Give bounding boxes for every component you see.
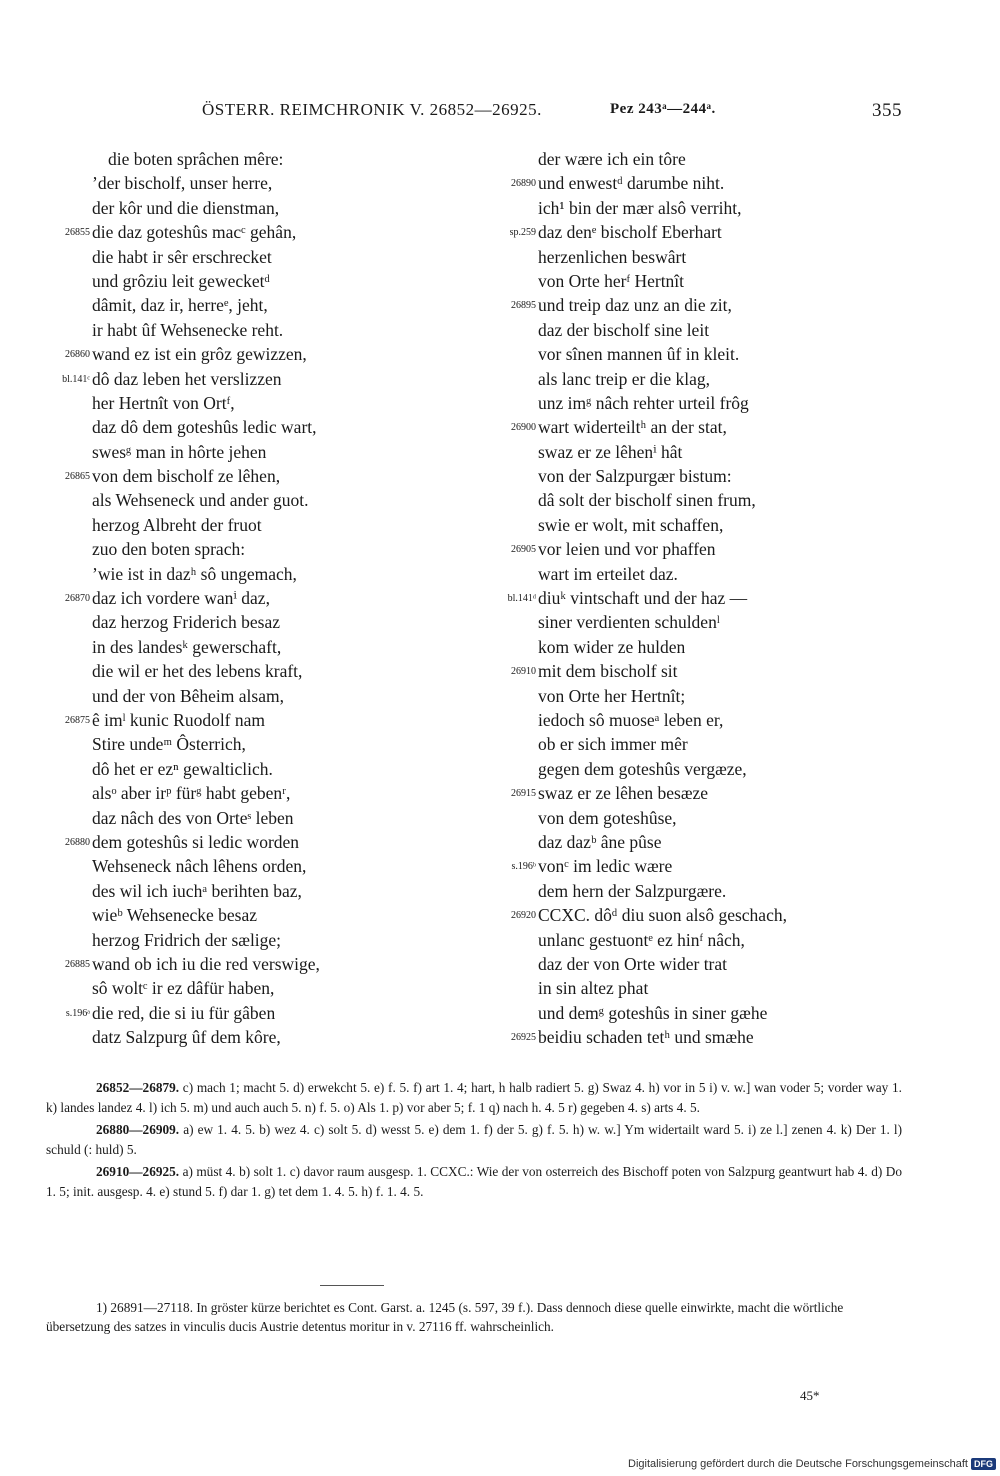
verse-text: daz dazᵇ âne pûse (538, 831, 662, 852)
verse-line (484, 952, 884, 976)
verse-line (484, 1001, 884, 1025)
verse-line (38, 269, 438, 293)
verse-number: 26870 (65, 593, 90, 605)
verse-text: und demᵍ goteshûs in siner gæhe (538, 1002, 768, 1023)
verse-line (484, 781, 884, 805)
verse-line (484, 269, 884, 293)
verse-line (38, 147, 438, 171)
verse-line (484, 635, 884, 659)
verse-text: ich¹ bin der mær alsô verriht, (538, 197, 742, 218)
verse-number: bl.141ᶜ (62, 373, 90, 385)
verse-text: und der von Bêheim alsam, (92, 685, 284, 706)
verse-text: von Orte herᶠ Hertnît (538, 270, 685, 291)
verse-line (484, 610, 884, 634)
verse-text: wand ez ist ein grôz gewizzen, (92, 344, 307, 365)
verse-number: 26895 (511, 300, 536, 312)
verse-line (484, 464, 884, 488)
verse-line (38, 610, 438, 634)
verse-line (38, 879, 438, 903)
verse-text: und grôziu leit gewecketᵈ (92, 270, 270, 291)
verse-line (38, 440, 438, 464)
verse-line (38, 513, 438, 537)
verse-line (38, 659, 438, 683)
verse-text: und enwestᵈ darumbe niht. (538, 173, 725, 194)
verse-line (38, 684, 438, 708)
verse-line (38, 976, 438, 1000)
verse-text: daz der bischolf sine leit (538, 319, 710, 340)
verse-text: als Wehseneck und ander guot. (92, 490, 309, 511)
pez-reference: Pez 243ᵃ—244ᵃ. (610, 101, 716, 117)
verse-text: ob er sich immer mêr (538, 734, 688, 755)
verse-line (38, 635, 438, 659)
running-header (0, 100, 1000, 130)
verse-number: 26915 (511, 788, 536, 800)
verse-line (38, 293, 438, 317)
verse-number: s.196ᵃ (65, 1007, 90, 1019)
verse-text: wand ob ich iu die red verswige, (92, 953, 320, 974)
verse-text: swesᵍ man in hôrte jehen (92, 441, 267, 462)
verse-line (38, 488, 438, 512)
apparatus-entry: 26910—26925. a) müst 4. b) solt 1. c) davor raum ausgesp. 1. CCXC.: Wie der von osterreich des Bischoff poten von Salzpurg geantwurt hab 4. d) Do 1. 5; init. ausgesp. 4. e) stund 5. f) dar 1. g) tet dem 1. 4. 5. h) f. 1. 4. 5. (46, 1164, 902, 1199)
verse-text: der wære ich ein tôre (538, 149, 686, 169)
verse-line (484, 342, 884, 366)
verse-text: die daz goteshûs macᶜ gehân, (92, 222, 297, 243)
verse-number: bl.141ᵈ (507, 593, 536, 605)
verse-number: sp.259 (509, 227, 536, 239)
verse-text: beidiu schaden tetʰ und smæhe (538, 1027, 754, 1048)
verse-line (484, 367, 884, 391)
verse-number: 26925 (511, 1032, 536, 1044)
verse-line (484, 806, 884, 830)
verse-text: herzog Albreht der fruot (92, 514, 262, 535)
verse-text: ʼder bischolf, unser herre, (92, 173, 273, 194)
critical-apparatus (46, 1078, 902, 1204)
verse-text: dem hern der Salzpurgære. (538, 880, 727, 901)
verse-line (484, 976, 884, 1000)
verse-text: unz imᵍ nâch rehter urteil frôg (538, 392, 749, 413)
verse-text: iedoch sô muoseᵃ leben er, (538, 709, 724, 730)
verse-line (38, 562, 438, 586)
verse-line (484, 562, 884, 586)
verse-line (38, 342, 438, 366)
verse-line (38, 854, 438, 878)
sheet-signature: 45* (800, 1388, 820, 1403)
verse-line (38, 318, 438, 342)
funding-notice (628, 1458, 996, 1470)
verse-line (484, 732, 884, 756)
verse-line (484, 513, 884, 537)
page-number: 355 (872, 100, 902, 121)
funding-text: Digitalisierung gefördert durch die Deutsche Forschungsgemeinschaft (628, 1458, 968, 1470)
verse-line (484, 318, 884, 342)
verse-text: her Hertnît von Ortᶠ, (92, 392, 235, 413)
verse-text: ê imˡ kunic Ruodolf nam (92, 709, 266, 730)
verse-number: 26920 (511, 910, 536, 922)
running-title: ÖSTERR. REIMCHRONIK V. 26852—26925. (202, 100, 542, 119)
verse-text: herzenlichen beswârt (538, 246, 687, 267)
verse-text: vor leien und vor phaffen (538, 539, 716, 560)
verse-text: wart widerteiltʰ an der stat, (538, 417, 727, 438)
verse-text: dâ solt der bischolf sinen frum, (538, 490, 756, 511)
verse-line (484, 293, 884, 317)
verse-text: wart im erteilet daz. (538, 563, 678, 584)
verse-line (38, 1001, 438, 1025)
verse-line (38, 806, 438, 830)
verse-line (38, 781, 438, 805)
verse-text: die boten sprâchen mêre: (108, 149, 284, 169)
verse-text: diuᵏ vintschaft und der haz — (538, 588, 748, 609)
footnote: 1) 26891—27118. In gröster kürze berichtet es Cont. Garst. a. 1245 (s. 597, 39 f.). Dass dennoch diese quelle einwirkte, macht die wörtliche übersetzung des satzes in vinculis ducis Austrie detentus moritur in v. 27116 ff. wahrscheinlich. (46, 1300, 844, 1334)
verse-text: dem goteshûs si ledic worden (92, 831, 300, 852)
verse-line (484, 879, 884, 903)
verse-line (484, 415, 884, 439)
verse-number: 26890 (511, 178, 536, 190)
verse-text: dô het er ezⁿ gewalticlich. (92, 758, 273, 779)
verse-text: in des landesᵏ gewerschaft, (92, 636, 282, 657)
verse-line (484, 1025, 884, 1049)
verse-line (38, 903, 438, 927)
apparatus-entry: 26880—26909. a) ew 1. 4. 5. b) wez 4. c) solt 5. d) wesst 5. e) dem 1. f) der 5. g) f. 5. h) w. w.] Ym widertailt ward 5. i) ze l.] zenen 4. k) Der 1. l) schuld (: huld) 5. (46, 1122, 903, 1157)
verse-text: gegen dem goteshûs vergæze, (538, 758, 747, 779)
verse-line (484, 391, 884, 415)
verse-line (38, 1025, 438, 1049)
verse-text: unlanc gestuontᵉ ez hinᶠ nâch, (538, 929, 745, 950)
verse-text: dô daz leben het verslizzen (92, 368, 282, 389)
verse-text: daz herzog Friderich besaz (92, 612, 281, 633)
verse-line (484, 659, 884, 683)
verse-line (38, 220, 438, 244)
verse-text: des wil ich iuchᵃ berihten baz, (92, 880, 302, 901)
apparatus-entry: 26852—26879. c) mach 1; macht 5. d) erwekcht 5. e) f. 5. f) art 1. 4; hart, h halb radiert 5. g) Swaz 4. h) vor in 5 i) v. w.] wan voder 5; vorder way 1. k) landes landez 4. l) ich 5. m) und auch auch 5. n) f. 5. o) Als 1. p) vor aber 5; f. 1 q) nach h. 4. 5 r) gegeben 4. s) arts 4. 5. (46, 1080, 902, 1115)
verse-line (484, 830, 884, 854)
verse-number: 26900 (511, 422, 536, 434)
verse-text: ʼwie ist in dazʰ sô ungemach, (92, 563, 297, 584)
verse-text: als lanc treip er die klag, (538, 368, 711, 389)
verse-text: daz der von Orte wider trat (538, 953, 728, 974)
verse-line (38, 415, 438, 439)
verse-line (38, 196, 438, 220)
verse-text: ir habt ûf Wehsenecke reht. (92, 319, 284, 340)
verse-line (38, 757, 438, 781)
verse-number: 26905 (511, 544, 536, 556)
verse-line (484, 245, 884, 269)
verse-number: s.196ᵇ (511, 861, 536, 873)
verse-text: vor sînen mannen ûf in kleit. (538, 344, 740, 365)
verse-text: kom wider ze hulden (538, 636, 686, 657)
verse-line (38, 586, 438, 610)
footnote-separator (320, 1285, 384, 1286)
verse-line (38, 391, 438, 415)
verse-text: siner verdienten schuldenˡ (538, 612, 720, 633)
verse-text: alsᵒ aber irᵖ fürᵍ habt gebenʳ, (92, 783, 291, 804)
verse-text: datz Salzpurg ûf dem kôre, (92, 1027, 281, 1048)
right-verse-column (484, 147, 884, 1049)
verse-text: Stire undeᵐ Ôsterrich, (92, 734, 246, 755)
verse-line (484, 196, 884, 220)
verse-text: die wil er het des lebens kraft, (92, 661, 303, 682)
verse-text: swaz er ze lêhen besæze (538, 783, 709, 804)
verse-text: von dem bischolf ze lêhen, (92, 466, 281, 487)
verse-text: die red, die si iu für gâben (92, 1002, 276, 1023)
verse-line (484, 537, 884, 561)
verse-text: daz dô dem goteshûs ledic wart, (92, 417, 317, 438)
left-verse-column (38, 147, 438, 1049)
verse-text: die habt ir sêr erschrecket (92, 246, 272, 267)
verse-line (38, 464, 438, 488)
verse-line (38, 708, 438, 732)
verse-line (484, 854, 884, 878)
verse-text: sô woltᶜ ir ez dâfür haben, (92, 978, 275, 999)
verse-line (38, 928, 438, 952)
verse-number: 26880 (65, 836, 90, 848)
verse-line (38, 245, 438, 269)
verse-text: daz nâch des von Orteˢ leben (92, 807, 294, 828)
verse-number: 26910 (511, 666, 536, 678)
verse-text: herzog Fridrich der sælige; (92, 929, 282, 950)
verse-number: 26875 (65, 714, 90, 726)
verse-line (38, 537, 438, 561)
verse-text: swaz er ze lêhenⁱ hât (538, 441, 683, 462)
verse-text: dâmit, daz ir, herreᵉ, jeht, (92, 295, 268, 316)
verse-text: swie er wolt, mit schaffen, (538, 514, 724, 535)
verse-text: von Orte her Hertnît; (538, 685, 686, 706)
verse-line (484, 171, 884, 195)
verse-line (484, 684, 884, 708)
verse-text: daz denᵉ bischolf Eberhart (538, 222, 722, 243)
verse-line (484, 220, 884, 244)
verse-number: 26865 (65, 471, 90, 483)
verse-text: vonᶜ im ledic wære (538, 856, 673, 877)
verse-line (38, 952, 438, 976)
verse-line (38, 171, 438, 195)
verse-number: 26860 (65, 349, 90, 361)
verse-text: CCXC. dôᵈ diu suon alsô geschach, (538, 905, 787, 926)
verse-line (484, 586, 884, 610)
verse-number: 26885 (65, 958, 90, 970)
verse-line (38, 732, 438, 756)
verse-line (484, 928, 884, 952)
verse-line (484, 488, 884, 512)
verse-line (484, 757, 884, 781)
verse-line (484, 903, 884, 927)
verse-text: in sin altez phat (538, 978, 649, 999)
verse-text: von der Salzpurgær bistum: (538, 466, 732, 487)
verse-line (484, 708, 884, 732)
verse-number: 26855 (65, 227, 90, 239)
verse-text: der kôr und die dienstman, (92, 197, 280, 218)
verse-line (38, 830, 438, 854)
verse-line (38, 367, 438, 391)
verse-text: wieᵇ Wehsenecke besaz (92, 905, 257, 926)
verse-text: von dem goteshûse, (538, 807, 677, 828)
verse-text: daz ich vordere wanⁱ daz, (92, 588, 270, 609)
verse-text: zuo den boten sprach: (92, 539, 246, 560)
verse-text: mit dem bischolf sit (538, 661, 678, 682)
verse-line (484, 440, 884, 464)
verse-text: Wehseneck nâch lêhens orden, (92, 856, 307, 877)
dfg-logo: DFG (971, 1458, 996, 1470)
verse-line (484, 147, 884, 171)
verse-text: und treip daz unz an die zit, (538, 295, 732, 316)
